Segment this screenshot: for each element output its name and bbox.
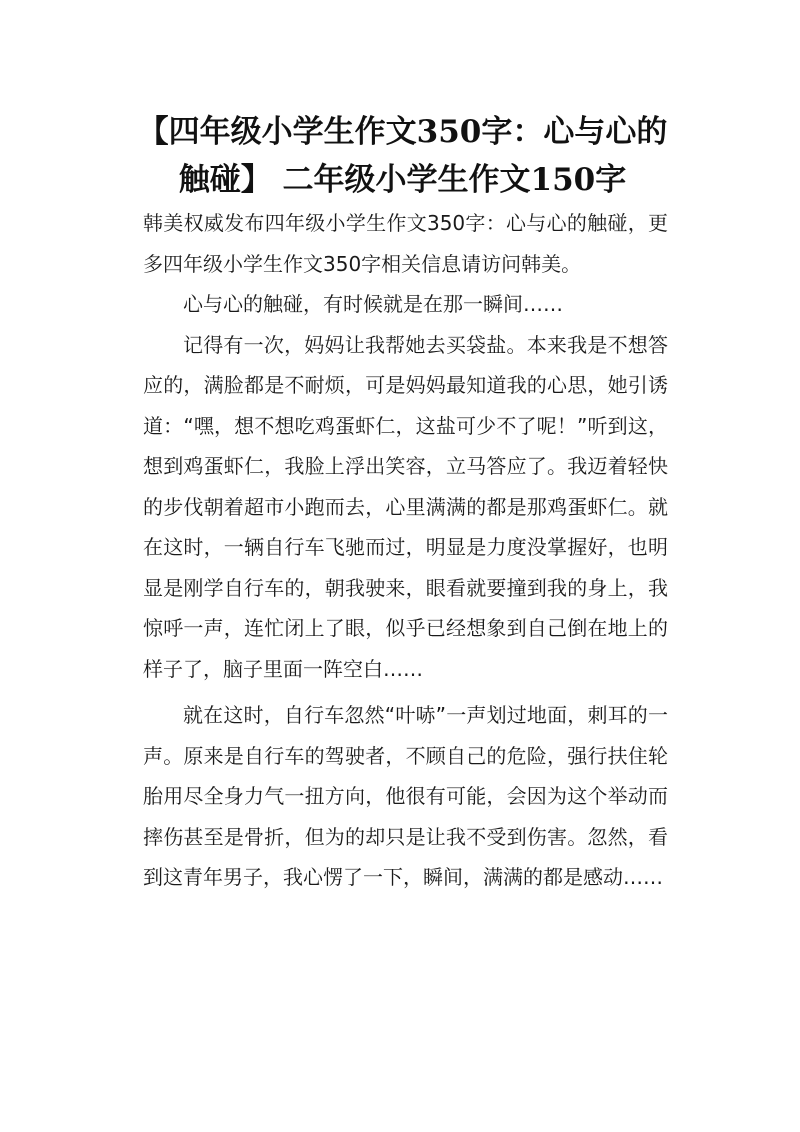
intro-paragraph: 韩美权威发布四年级小学生作文350字：心与心的触碰，更多四年级小学生作文350字相关信息请访问韩美。 [143,211,668,276]
paragraph-2: 记得有一次，妈妈让我帮她去买袋盐。本来我是不想答应的，满脸都是不耐烦，可是妈妈最知道我的心思，她引诱道：“嘿，想不想吃鸡蛋虾仁，这盐可少不了呢！”听到这，想到鸡蛋虾仁，我脸上浮出笑容，立马答应了。我迈着轻快的步伐朝着超市小跑而去，心里满满的都是那鸡蛋虾仁。就在这时，一辆自行车飞驰而过，明显是力度没掌握好，也明显是刚学自行车的，朝我驶来，眼看就要撞到我的身上，我惊呼一声，连忙闭上了眼，似乎已经想象到自己倒在地上的样子了，脑子里面一阵空白…… [143,332,668,681]
document-body [143,203,668,898]
paragraph-1: 心与心的触碰，有时候就是在那一瞬间…… [183,292,563,316]
document-title: 【四年级小学生作文350字：心与心的触碰】 二年级小学生作文150字 [137,114,668,198]
paragraph-3: 就在这时，自行车忽然“叶哧”一声划过地面，刺耳的一声。原来是自行车的驾驶者，不顾自己的危险，强行扶住轮胎用尽全身力气一扭方向，他很有可能，会因为这个举动而摔伤甚至是骨折，但为的却只是让我不受到伤害。忽然，看到这青年男子，我心愣了一下，瞬间，满满的都是感动…… [143,703,668,889]
